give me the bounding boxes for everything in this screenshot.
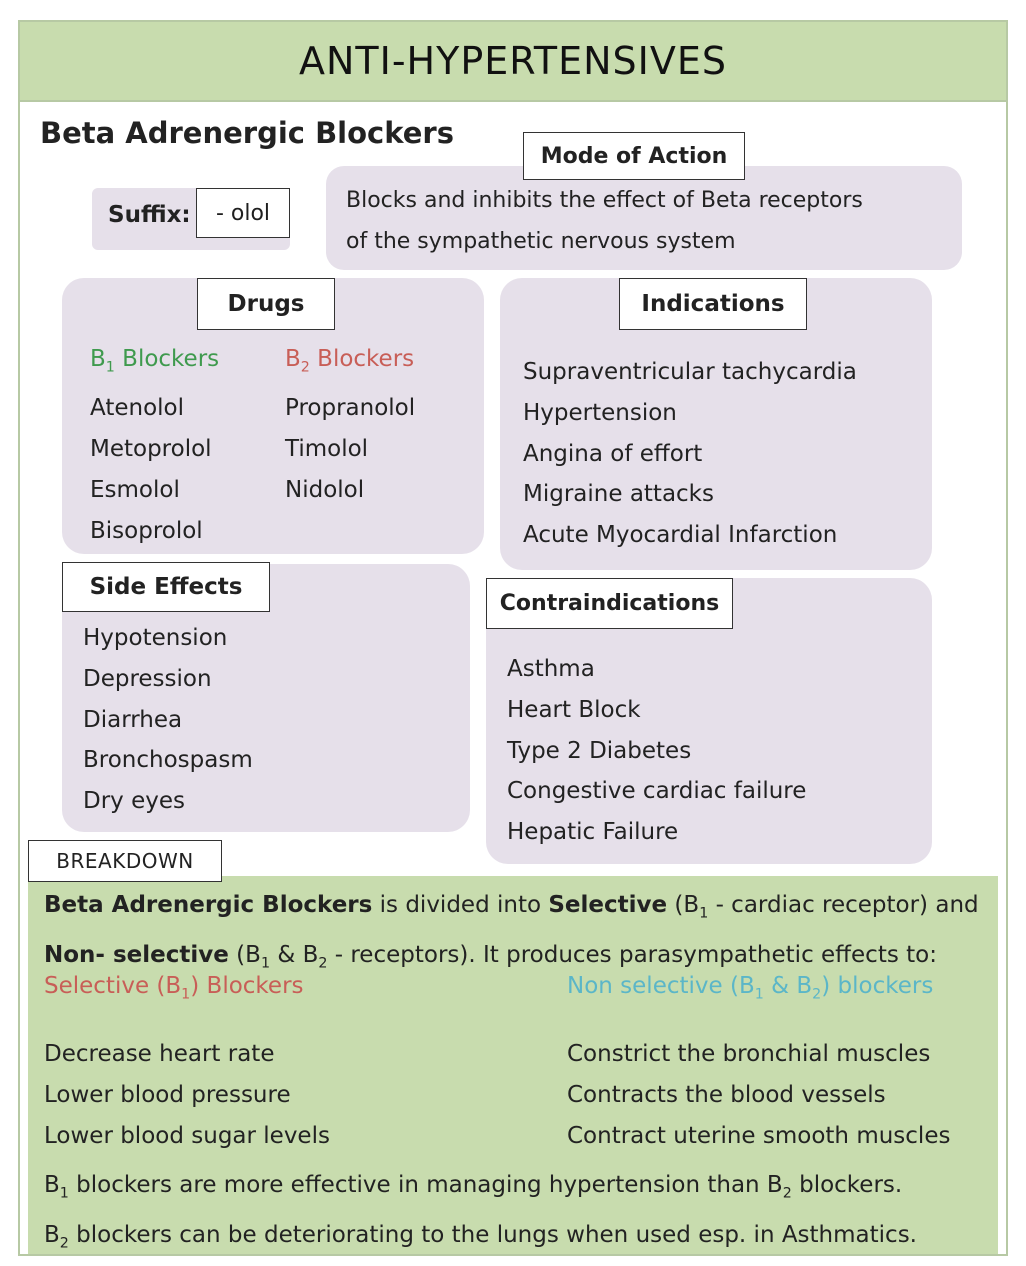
- side-effects-list: [83, 618, 253, 822]
- list-item: Asthma: [507, 656, 595, 682]
- suffix-label: Suffix:: [108, 202, 191, 228]
- list-item: Propranolol: [285, 395, 416, 422]
- list-item: Decrease heart rate: [44, 1040, 275, 1067]
- breakdown-note: $B_1$ blockers are more effective in managing hypertension than $B_2$ blockers.: [44, 1172, 903, 1202]
- contraindications-list: [507, 649, 806, 853]
- breakdown-notes: [44, 1165, 917, 1264]
- breakdown-intro-line: Non- selective ($B_1$ & $B_2$ - receptors). It produces parasympathetic effects to:: [44, 941, 937, 972]
- mode-of-action-line: Blocks and inhibits the effect of Beta receptors: [346, 188, 863, 213]
- selective-column: [44, 966, 330, 1157]
- indications-list: [523, 352, 857, 556]
- list-item: Bronchospasm: [83, 747, 253, 774]
- list-item: Contract uterine smooth muscles: [567, 1122, 951, 1149]
- list-item: Hypertension: [523, 399, 677, 426]
- list-item: Type 2 Diabetes: [507, 737, 692, 764]
- b2-blockers-list: [285, 339, 415, 511]
- b2-blockers-header: $B_2$ Blockers: [285, 346, 415, 376]
- mode-of-action-heading: Mode of Action: [523, 132, 745, 180]
- mode-of-action-text: [346, 180, 863, 262]
- breakdown-note: $B_2$ blockers can be deteriorating to the lungs when used esp. in Asthmatics.: [44, 1221, 917, 1252]
- list-item: Supraventricular tachycardia: [523, 359, 857, 385]
- nonselective-column: [567, 966, 950, 1157]
- list-item: Dry eyes: [83, 788, 185, 815]
- page-title: ANTI-HYPERTENSIVES: [298, 39, 727, 83]
- list-item: Esmolol: [90, 476, 180, 503]
- suffix-value: - olol: [196, 188, 290, 238]
- list-item: Congestive cardiac failure: [507, 778, 807, 805]
- mode-of-action-line: of the sympathetic nervous system: [346, 229, 736, 254]
- list-item: Migraine attacks: [523, 481, 714, 508]
- indications-heading: Indications: [619, 278, 807, 330]
- list-item: Timolol: [285, 436, 369, 463]
- breakdown-intro-line: Beta Adrenergic Blockers is divided into Selective ($B_1$ - cardiac receptor) and: [44, 892, 979, 922]
- list-item: Constrict the bronchial muscles: [567, 1040, 931, 1067]
- list-item: Metoprolol: [90, 436, 212, 463]
- list-item: Hypotension: [83, 625, 228, 651]
- list-item: Hepatic Failure: [507, 819, 679, 846]
- section-title: Beta Adrenergic Blockers: [40, 116, 454, 150]
- breakdown-heading: BREAKDOWN: [28, 840, 222, 882]
- list-item: Lower blood pressure: [44, 1081, 291, 1108]
- list-item: Depression: [83, 665, 212, 692]
- drugs-heading: Drugs: [197, 278, 335, 330]
- list-item: Diarrhea: [83, 706, 183, 733]
- b1-blockers-list: [90, 339, 219, 552]
- list-item: Contracts the blood vessels: [567, 1081, 886, 1108]
- side-effects-heading: Side Effects: [62, 562, 270, 612]
- list-item: Acute Myocardial Infarction: [523, 522, 838, 549]
- contraindications-heading: Contraindications: [486, 578, 733, 629]
- title-banner: [20, 22, 1006, 102]
- list-item: Bisoprolol: [90, 517, 203, 544]
- list-item: Atenolol: [90, 395, 184, 422]
- nonselective-header: Non selective ($B_1$ & $B_2$) blockers: [567, 973, 934, 1003]
- list-item: Nidolol: [285, 476, 365, 503]
- list-item: Heart Block: [507, 696, 641, 723]
- b1-blockers-header: $B_1$ Blockers: [90, 346, 220, 376]
- list-item: Lower blood sugar levels: [44, 1122, 330, 1149]
- list-item: Angina of effort: [523, 440, 703, 467]
- selective-header: Selective $(B_1)$ Blockers: [44, 973, 304, 1003]
